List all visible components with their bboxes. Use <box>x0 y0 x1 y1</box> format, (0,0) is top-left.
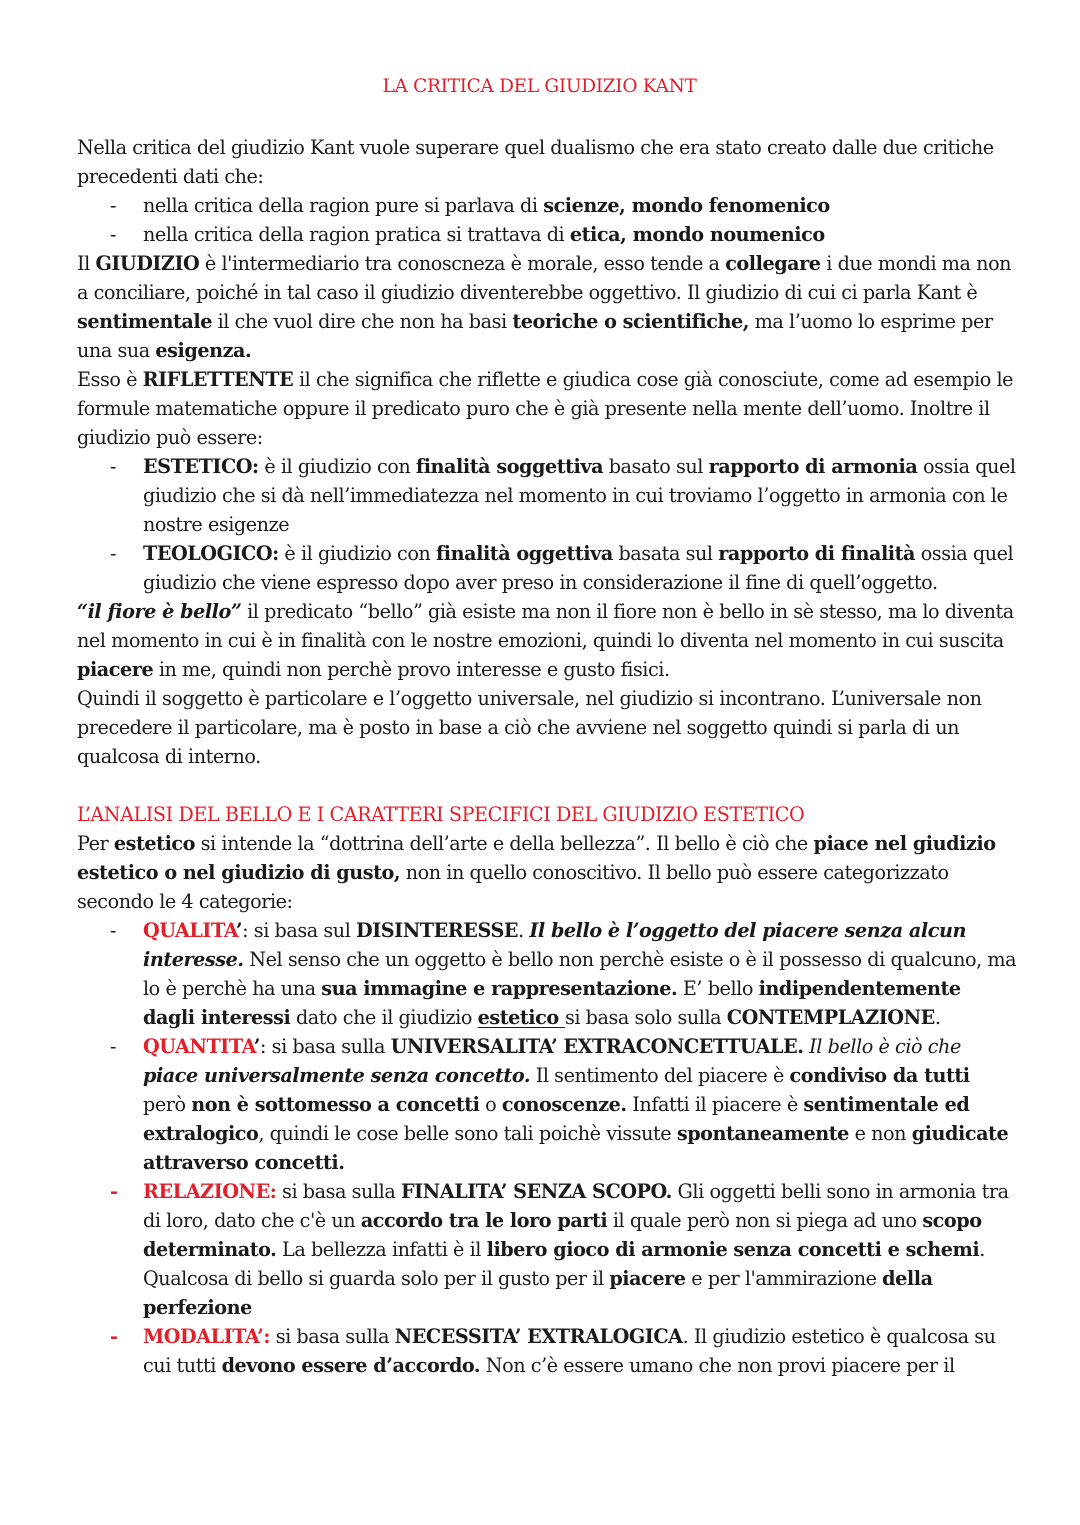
list-item-qualita: - QUALITA’: si basa sul DISINTERESSE. Il bello è l’oggetto del piacere senza alcun interesse. Nel senso che un oggetto è bello non perchè esiste o è il possesso di qualcuno, ma lo è perchè ha una sua immagine e rappresentazione. E’ bello indipendentemente dagli interessi dato che il giudizio estetico si basa solo sulla CONTEMPLAZIONE. <box>77 916 1017 1032</box>
section-spacer <box>77 771 1017 800</box>
judgment-types-list <box>77 452 1017 597</box>
category-label: QUALITA <box>143 919 236 942</box>
list-item-teologico: - TEOLOGICO: è il giudizio con finalità oggettiva basata sul rapporto di finalità ossia quel giudizio che viene espresso dopo aver preso in considerazione il fine di quell’oggetto. <box>77 539 1017 597</box>
category-label: MODALITA’: <box>143 1325 271 1348</box>
bullet-dash: - <box>110 455 117 478</box>
intro-paragraph: Nella critica del giudizio Kant vuole superare quel dualismo che era stato creato dalle due critiche precedenti dati che: <box>77 136 994 188</box>
document-body <box>77 133 1017 1380</box>
bullet-dash: - <box>110 542 117 565</box>
category-label: RELAZIONE: <box>143 1180 277 1203</box>
bullet-dash: - <box>110 223 117 246</box>
bullet-dash: - <box>110 1035 117 1058</box>
bullet-dash: - <box>110 194 117 217</box>
bullet-dash: - <box>110 1180 118 1203</box>
universale-paragraph: Quindi il soggetto è particolare e l’oggetto universale, nel giudizio si incontrano. L’universale non precedere il particolare, ma è posto in base a ciò che avviene nel soggetto quindi si parla di un qualcosa di interno. <box>77 687 982 768</box>
list-item-estetico: - ESTETICO: è il giudizio con finalità soggettiva basato sul rapporto di armonia ossia quel giudizio che si dà nell’immediatezza nel momento in cui troviamo l’oggetto in armonia con le nostre esigenze <box>77 452 1017 539</box>
list-item: - nella critica della ragion pratica si trattava di etica, mondo noumenico <box>77 220 1017 249</box>
page-title: LA CRITICA DEL GIUDIZIO KANT <box>382 76 697 97</box>
riflettente-paragraph: Esso è RIFLETTENTE il che significa che riflette e giudica cose già conosciute, come ad esempio le formule matematiche oppure il predicato puro che è già presente nella mente dell’uomo. Inoltre il giudizio può essere: <box>77 368 1014 449</box>
bullet-dash: - <box>110 919 117 942</box>
estetico-definition-paragraph: Per estetico si intende la “dottrina dell’arte e della bellezza”. Il bello è ciò che piace nel giudizio estetico o nel giudizio di gusto, non in quello conoscitivo. Il bello può essere categorizzato secondo le 4 categorie: <box>77 832 996 913</box>
section-heading: L’ANALISI DEL BELLO E I CARATTERI SPECIFICI DEL GIUDIZIO ESTETICO <box>77 803 805 826</box>
category-label: QUANTITA <box>143 1035 254 1058</box>
giudizio-paragraph: Il GIUDIZIO è l'intermediario tra conoscneza è morale, esso tende a collegare i due mondi ma non a conciliare, poiché in tal caso il giudizio diventerebbe oggettivo. Il giudizio di cui ci parla Kant è sentimentale il che vuol dire che non ha basi teoriche o scientifiche, ma l’uomo lo esprime per una sua esigenza. <box>77 252 1012 362</box>
bullet-dash: - <box>110 1325 118 1348</box>
list-item-modalita: - MODALITA’: si basa sulla NECESSITA’ EXTRALOGICA. Il giudizio estetico è qualcosa su cui tutti devono essere d’accordo. Non c’è essere umano che non provi piacere per il <box>77 1322 1017 1380</box>
list-item-quantita: - QUANTITA’: si basa sulla UNIVERSALITA’ EXTRACONCETTUALE. Il bello è ciò che piace universalmente senza concetto. Il sentimento del piacere è condiviso da tutti però non è sottomesso a concetti o conoscenze. Infatti il piacere è sentimentale ed extralogico, quindi le cose belle sono tali poichè vissute spontaneamente e non giudicate attraverso concetti. <box>77 1032 1017 1177</box>
fiore-paragraph: “il fiore è bello” il predicato “bello” già esiste ma non il fiore non è bello in sè stesso, ma lo diventa nel momento in cui è in finalità con le nostre emozioni, quindi lo diventa nel momento in cui suscita piacere in me, quindi non perchè provo interesse e gusto fisici. <box>77 600 1014 681</box>
list-item-relazione: - RELAZIONE: si basa sulla FINALITA’ SENZA SCOPO. Gli oggetti belli sono in armonia tra di loro, dato che c'è un accordo tra le loro parti il quale però non si piega ad uno scopo determinato. La bellezza infatti è il libero gioco di armonie senza concetti e schemi. Qualcosa di bello si guarda solo per il gusto per il piacere e per l'ammirazione della perfezione <box>77 1177 1017 1322</box>
critiques-list <box>77 191 1017 249</box>
list-item: - nella critica della ragion pure si parlava di scienze, mondo fenomenico <box>77 191 1017 220</box>
categories-list <box>77 916 1017 1380</box>
